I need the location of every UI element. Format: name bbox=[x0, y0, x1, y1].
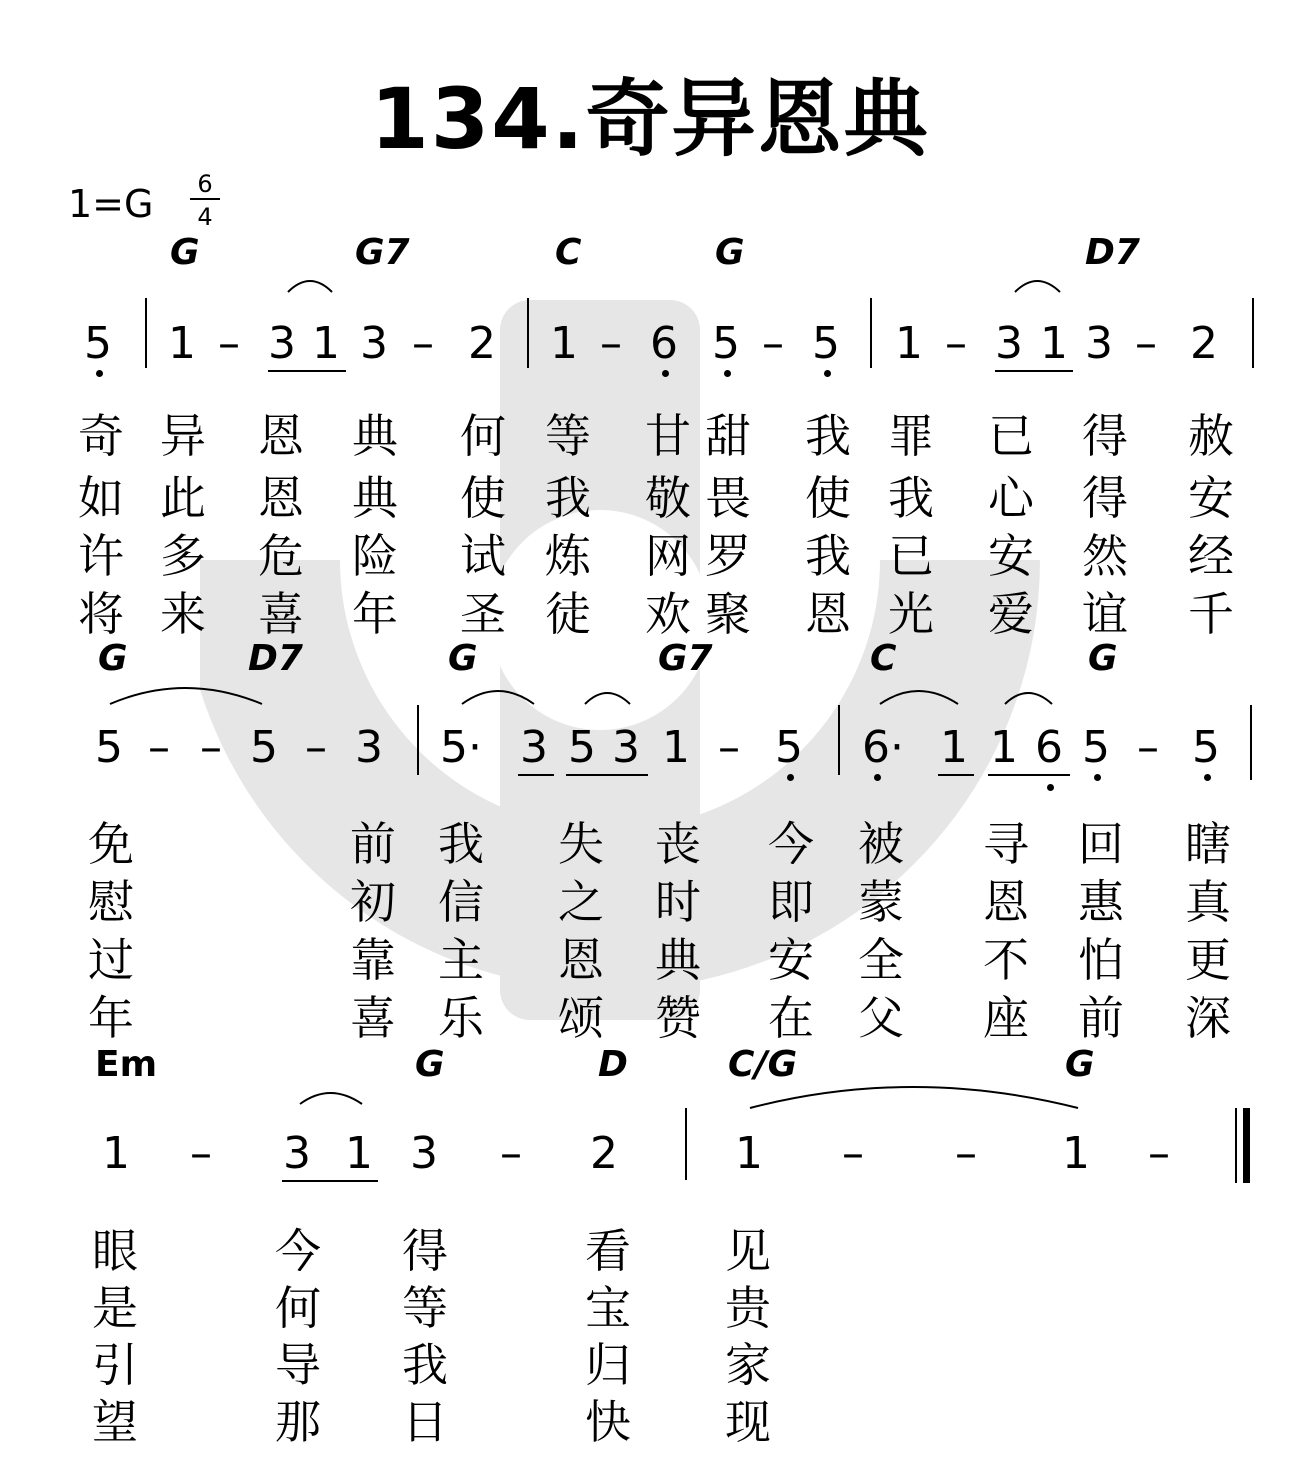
lyric-char: 得 bbox=[402, 1224, 448, 1278]
lyric-char: 等 bbox=[545, 409, 591, 463]
lyric-char: 瞎 bbox=[1185, 817, 1231, 871]
lyric-char: 得 bbox=[1082, 471, 1128, 525]
bar-line bbox=[838, 705, 840, 775]
lyric-char: 使 bbox=[460, 471, 506, 525]
slur bbox=[110, 688, 262, 704]
underline bbox=[938, 774, 974, 776]
lyric-char: 喜 bbox=[350, 991, 396, 1045]
note: 1 bbox=[895, 318, 923, 369]
lyric-char: 座 bbox=[983, 991, 1029, 1045]
slur bbox=[880, 691, 958, 704]
note: – bbox=[955, 1128, 977, 1179]
note: 1 bbox=[735, 1128, 763, 1179]
lyric-char: 罗 bbox=[705, 529, 751, 583]
note: – bbox=[600, 318, 622, 369]
lyric-char: 已 bbox=[888, 529, 934, 583]
note: – bbox=[200, 722, 222, 773]
slur bbox=[1015, 281, 1060, 292]
note: 1 bbox=[990, 722, 1018, 773]
lyric-char: 徒 bbox=[545, 587, 591, 641]
lyric-char: 恩 bbox=[258, 471, 304, 525]
lyric-char: 前 bbox=[350, 817, 396, 871]
lyric-char: 恩 bbox=[258, 409, 304, 463]
lyric-char: 快 bbox=[585, 1395, 631, 1449]
lyric-char: 见 bbox=[725, 1224, 771, 1278]
note: 5 bbox=[1082, 722, 1110, 773]
lyric-char: 圣 bbox=[460, 587, 506, 641]
note: 3 bbox=[410, 1128, 438, 1179]
note: 5 bbox=[812, 318, 840, 369]
note: 1 bbox=[102, 1128, 130, 1179]
time-signature-top: 6 bbox=[197, 170, 213, 198]
lyric-char: 何 bbox=[275, 1281, 321, 1335]
note: 1 bbox=[662, 722, 690, 773]
lyric-char: 导 bbox=[275, 1338, 321, 1392]
lyric-char: 深 bbox=[1185, 991, 1231, 1045]
key-signature: 1=G bbox=[68, 182, 154, 226]
lyric-char: 何 bbox=[460, 409, 506, 463]
note: 1 bbox=[940, 722, 968, 773]
slur bbox=[462, 691, 534, 704]
lyric-char: 过 bbox=[88, 933, 134, 987]
low-octave-dot bbox=[724, 370, 731, 377]
lyric-char: 网 bbox=[645, 529, 691, 583]
bar-line bbox=[527, 298, 529, 368]
note: 3 bbox=[268, 318, 296, 369]
chord: C bbox=[870, 638, 897, 679]
lyric-char: 谊 bbox=[1082, 587, 1128, 641]
lyric-char: 家 bbox=[725, 1338, 771, 1392]
lyric-char: 等 bbox=[402, 1281, 448, 1335]
lyric-char: 多 bbox=[160, 529, 206, 583]
note: 3 bbox=[283, 1128, 311, 1179]
low-octave-dot bbox=[874, 774, 881, 781]
lyric-char: 我 bbox=[545, 471, 591, 525]
lyric-char: 危 bbox=[258, 529, 304, 583]
lyric-char: 得 bbox=[1082, 409, 1128, 463]
final-bar-thin bbox=[1235, 1108, 1237, 1183]
slur bbox=[300, 1093, 362, 1104]
slur bbox=[585, 693, 630, 704]
lyric-char: 免 bbox=[88, 817, 134, 871]
lyric-char: 畏 bbox=[705, 471, 751, 525]
note: – bbox=[1135, 318, 1157, 369]
underline bbox=[995, 370, 1073, 372]
lyric-char: 险 bbox=[352, 529, 398, 583]
lyric-char: 安 bbox=[988, 529, 1034, 583]
note: 5 bbox=[250, 722, 278, 773]
note: 6 bbox=[650, 318, 678, 369]
lyric-char: 颂 bbox=[558, 991, 604, 1045]
note: 6 bbox=[1035, 722, 1063, 773]
time-signature-bottom: 4 bbox=[197, 203, 213, 231]
slur-group bbox=[0, 1078, 1300, 1118]
lyric-char: 如 bbox=[78, 471, 124, 525]
note: 1 bbox=[550, 318, 578, 369]
note: 5 bbox=[568, 722, 596, 773]
lyric-char: 现 bbox=[725, 1395, 771, 1449]
lyric-char: 惠 bbox=[1078, 875, 1124, 929]
note: 5 bbox=[84, 318, 112, 369]
lyric-char: 已 bbox=[988, 409, 1034, 463]
chord: G bbox=[170, 232, 200, 273]
lyric-char: 炼 bbox=[545, 529, 591, 583]
lyric-char: 靠 bbox=[350, 933, 396, 987]
lyric-char: 年 bbox=[88, 991, 134, 1045]
note: 5 bbox=[712, 318, 740, 369]
lyric-char: 乐 bbox=[438, 991, 484, 1045]
low-octave-dot bbox=[1094, 774, 1101, 781]
note: – bbox=[218, 318, 240, 369]
lyric-char: 我 bbox=[438, 817, 484, 871]
underline bbox=[566, 774, 648, 776]
lyric-char: 之 bbox=[558, 875, 604, 929]
slur bbox=[288, 281, 332, 292]
lyric-char: 慰 bbox=[88, 875, 134, 929]
chord: G bbox=[415, 1044, 445, 1085]
lyric-char: 全 bbox=[858, 933, 904, 987]
lyric-char: 光 bbox=[888, 587, 934, 641]
lyric-char: 信 bbox=[438, 875, 484, 929]
low-octave-dot bbox=[96, 370, 103, 377]
lyric-char: 心 bbox=[988, 471, 1034, 525]
note: – bbox=[718, 722, 740, 773]
note: 5 bbox=[1192, 722, 1220, 773]
note: 1 bbox=[312, 318, 340, 369]
note: 3 bbox=[355, 722, 383, 773]
lyric-char: 寻 bbox=[983, 817, 1029, 871]
chord: D7 bbox=[1085, 232, 1140, 273]
note: 6· bbox=[862, 722, 904, 773]
lyric-char: 我 bbox=[888, 471, 934, 525]
lyric-char: 年 bbox=[352, 587, 398, 641]
chord: G7 bbox=[355, 232, 410, 273]
chord: G bbox=[715, 232, 745, 273]
lyric-char: 异 bbox=[160, 409, 206, 463]
lyric-char: 不 bbox=[983, 933, 1029, 987]
note: – bbox=[842, 1128, 864, 1179]
lyric-char: 千 bbox=[1188, 587, 1234, 641]
lyric-char: 来 bbox=[160, 587, 206, 641]
lyric-char: 甜 bbox=[705, 409, 751, 463]
lyric-char: 典 bbox=[352, 409, 398, 463]
note: – bbox=[305, 722, 327, 773]
lyric-char: 恩 bbox=[805, 587, 851, 641]
lyric-char: 聚 bbox=[705, 587, 751, 641]
lyric-char: 然 bbox=[1082, 529, 1128, 583]
chord: D7 bbox=[248, 638, 303, 679]
lyric-char: 此 bbox=[160, 471, 206, 525]
note: – bbox=[1148, 1128, 1170, 1179]
low-octave-dot bbox=[1204, 774, 1211, 781]
note: – bbox=[412, 318, 434, 369]
note: 1 bbox=[1040, 318, 1068, 369]
lyric-char: 我 bbox=[805, 529, 851, 583]
chord: Em bbox=[95, 1044, 158, 1085]
lyric-char: 典 bbox=[352, 471, 398, 525]
lyric-char: 看 bbox=[585, 1224, 631, 1278]
lyric-char: 主 bbox=[438, 933, 484, 987]
lyric-char: 丧 bbox=[655, 817, 701, 871]
lyric-char: 今 bbox=[275, 1224, 321, 1278]
lyric-char: 赦 bbox=[1188, 409, 1234, 463]
lyric-char: 恩 bbox=[558, 933, 604, 987]
lyric-char: 许 bbox=[78, 529, 124, 583]
chord: G7 bbox=[658, 638, 713, 679]
lyric-char: 恩 bbox=[983, 875, 1029, 929]
low-octave-dot bbox=[662, 370, 669, 377]
chord: G bbox=[448, 638, 478, 679]
bar-line bbox=[1252, 298, 1254, 368]
final-bar-thick bbox=[1243, 1108, 1250, 1183]
note: 3 bbox=[520, 722, 548, 773]
time-signature-line bbox=[190, 198, 220, 200]
note: 3 bbox=[995, 318, 1023, 369]
lyric-char: 失 bbox=[558, 817, 604, 871]
lyric-char: 更 bbox=[1185, 933, 1231, 987]
note: 3 bbox=[360, 318, 388, 369]
note: – bbox=[1137, 722, 1159, 773]
underline bbox=[988, 774, 1070, 776]
lyric-char: 安 bbox=[768, 933, 814, 987]
slur-group bbox=[0, 270, 1300, 310]
bar-line bbox=[685, 1108, 687, 1180]
low-octave-dot bbox=[1047, 784, 1054, 791]
lyric-char: 眼 bbox=[92, 1224, 138, 1278]
song-title: 134.奇异恩典 bbox=[370, 70, 930, 168]
low-octave-dot bbox=[824, 370, 831, 377]
bar-line bbox=[417, 705, 419, 775]
lyric-char: 宝 bbox=[585, 1281, 631, 1335]
lyric-char: 那 bbox=[275, 1395, 321, 1449]
lyric-char: 赞 bbox=[655, 991, 701, 1045]
lyric-char: 父 bbox=[858, 991, 904, 1045]
lyric-char: 甘 bbox=[645, 409, 691, 463]
lyric-char: 我 bbox=[402, 1338, 448, 1392]
lyric-char: 我 bbox=[805, 409, 851, 463]
lyric-char: 蒙 bbox=[858, 875, 904, 929]
lyric-char: 在 bbox=[768, 991, 814, 1045]
underline bbox=[518, 774, 554, 776]
lyric-char: 是 bbox=[92, 1281, 138, 1335]
lyric-char: 引 bbox=[92, 1338, 138, 1392]
lyric-char: 欢 bbox=[645, 587, 691, 641]
lyric-char: 贵 bbox=[725, 1281, 771, 1335]
note: – bbox=[762, 318, 784, 369]
bar-line bbox=[145, 298, 147, 368]
lyric-char: 爱 bbox=[988, 587, 1034, 641]
lyric-char: 日 bbox=[402, 1395, 448, 1449]
note: 5 bbox=[95, 722, 123, 773]
lyric-char: 经 bbox=[1188, 529, 1234, 583]
lyric-char: 时 bbox=[655, 875, 701, 929]
note: 1 bbox=[1062, 1128, 1090, 1179]
lyric-char: 奇 bbox=[78, 409, 124, 463]
note: 3 bbox=[1085, 318, 1113, 369]
lyric-char: 将 bbox=[78, 587, 124, 641]
lyric-char: 安 bbox=[1188, 471, 1234, 525]
note: – bbox=[945, 318, 967, 369]
note: 5· bbox=[440, 722, 482, 773]
lyric-char: 喜 bbox=[258, 587, 304, 641]
underline bbox=[268, 370, 346, 372]
lyric-char: 真 bbox=[1185, 875, 1231, 929]
note: 1 bbox=[168, 318, 196, 369]
lyric-char: 今 bbox=[768, 817, 814, 871]
note: – bbox=[500, 1128, 522, 1179]
lyric-char: 被 bbox=[858, 817, 904, 871]
lyric-char: 前 bbox=[1078, 991, 1124, 1045]
note: 2 bbox=[590, 1128, 618, 1179]
chord: C/G bbox=[728, 1044, 798, 1085]
underline bbox=[282, 1180, 378, 1182]
slur bbox=[750, 1087, 1078, 1108]
note: 3 bbox=[612, 722, 640, 773]
lyric-char: 典 bbox=[655, 933, 701, 987]
lyric-char: 望 bbox=[92, 1395, 138, 1449]
lyric-char: 怕 bbox=[1078, 933, 1124, 987]
lyric-char: 即 bbox=[768, 875, 814, 929]
note: 2 bbox=[468, 318, 496, 369]
chord: G bbox=[1088, 638, 1118, 679]
lyric-char: 罪 bbox=[888, 409, 934, 463]
note: – bbox=[148, 722, 170, 773]
note: 1 bbox=[345, 1128, 373, 1179]
lyric-char: 回 bbox=[1078, 817, 1124, 871]
note: 5 bbox=[775, 722, 803, 773]
lyric-char: 初 bbox=[350, 875, 396, 929]
chord: D bbox=[598, 1044, 628, 1085]
slur-group bbox=[0, 678, 1300, 718]
note: – bbox=[190, 1128, 212, 1179]
low-octave-dot bbox=[787, 774, 794, 781]
bar-line bbox=[1250, 705, 1252, 780]
lyric-char: 归 bbox=[585, 1338, 631, 1392]
chord: C bbox=[555, 232, 582, 273]
lyric-char: 敬 bbox=[645, 471, 691, 525]
lyric-char: 试 bbox=[460, 529, 506, 583]
chord: G bbox=[1065, 1044, 1095, 1085]
slur bbox=[1005, 693, 1052, 704]
bar-line bbox=[870, 298, 872, 368]
lyric-char: 使 bbox=[805, 471, 851, 525]
chord: G bbox=[98, 638, 128, 679]
note: 2 bbox=[1190, 318, 1218, 369]
